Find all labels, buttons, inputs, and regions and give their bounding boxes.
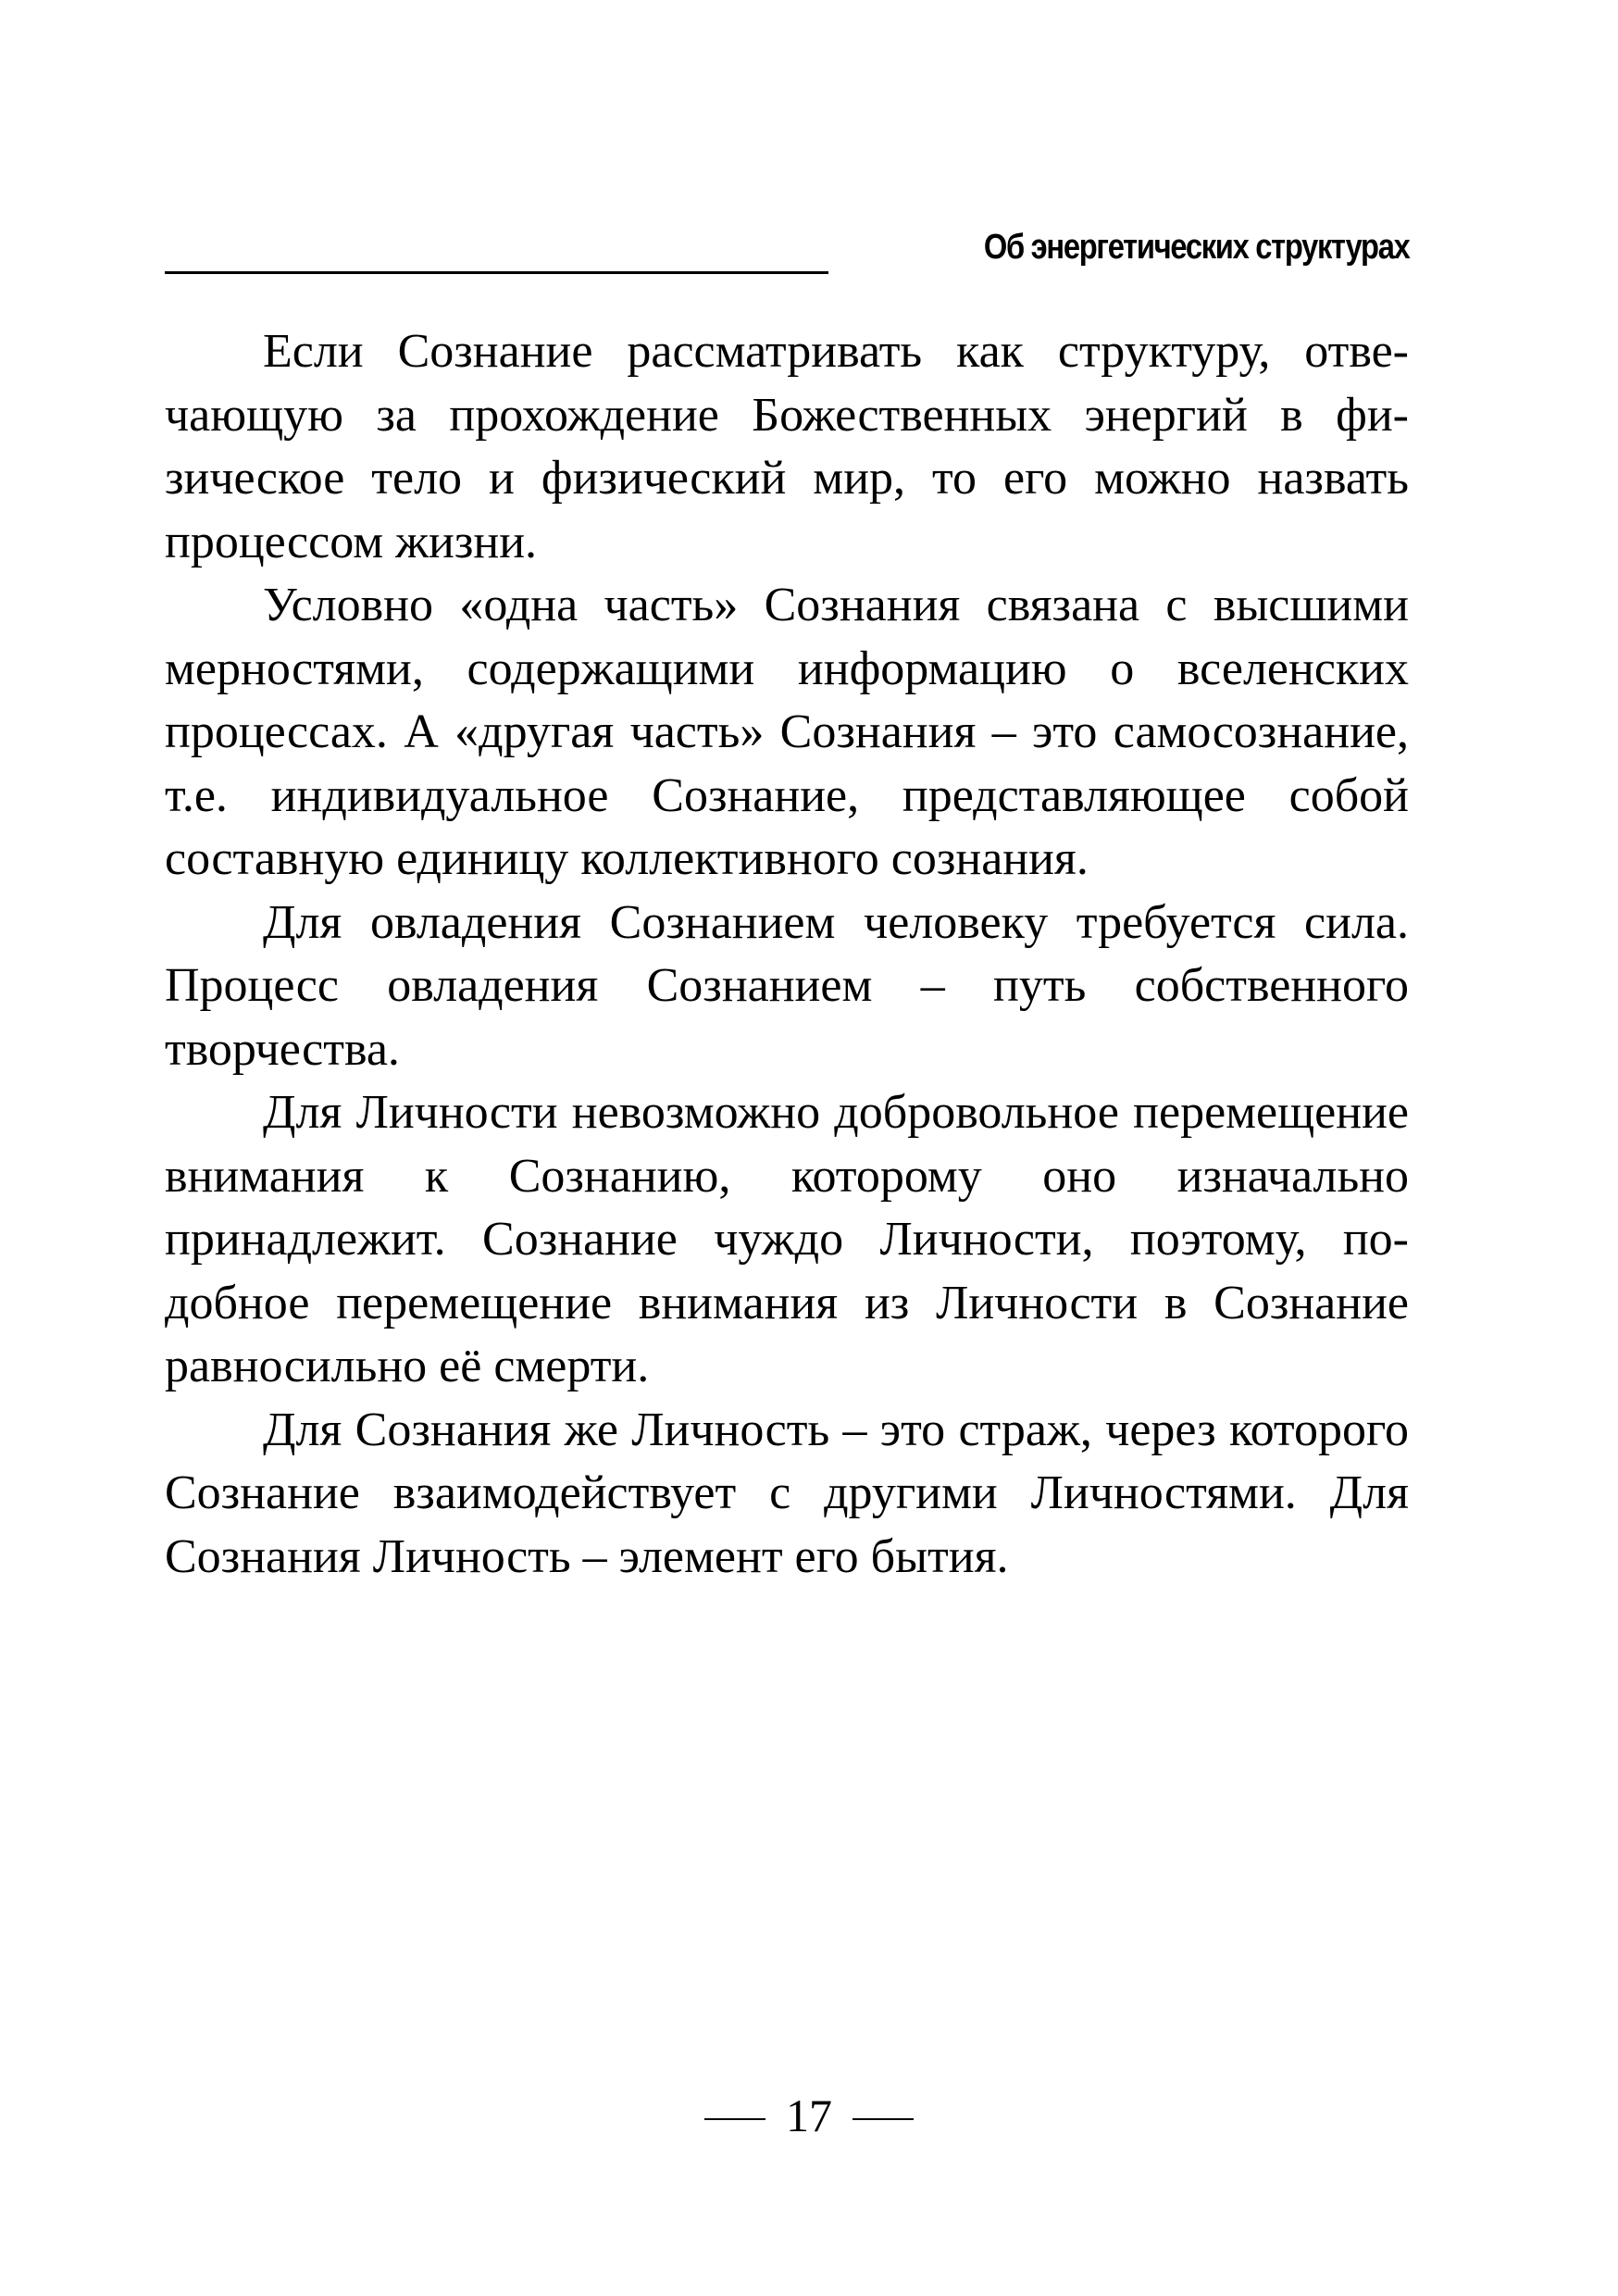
paragraph: Если Сознание рассматривать как структуру, отвечающую за прохождение Божественных энергий в физическое тело и физический мир, то его можно назвать процессом жизни.: [165, 325, 1409, 568]
running-header-title: Об энергетических структурах: [983, 228, 1409, 267]
page-number: 17: [786, 2090, 832, 2141]
running-header: [165, 222, 1409, 278]
body-text: [165, 320, 1409, 1589]
paragraph: Для овладения Сознанием человеку требуется сила. Процесс овладения Сознанием – путь собственного творчества.: [165, 895, 1409, 1076]
paragraph: Условно «одна часть» Сознания связана с высшими мерностями, содержащими информацию о вселенских процессах. А «другая часть» Сознания – это самосознание, т.е. индивидуальное Сознание, представляющее собой составную единицу коллективного сознания.: [165, 579, 1409, 885]
header-rule: [165, 271, 828, 274]
left-dash: [704, 2118, 765, 2120]
paragraph: Для Сознания же Личность – это страж, через которого Сознание взаимодействует с другими Личностями. Для Сознания Личность – элемент его бытия.: [165, 1403, 1409, 1583]
right-dash: [853, 2118, 914, 2120]
paragraph: Для Личности невозможно добровольное перемещение внимания к Сознанию, которому оно изначально принадлежит. Сознание чуждо Личности, поэтому, подобное перемещение внимания из Личности в Сознание равносильно её смерти.: [165, 1086, 1409, 1392]
page-number-footer: [0, 2089, 1618, 2142]
